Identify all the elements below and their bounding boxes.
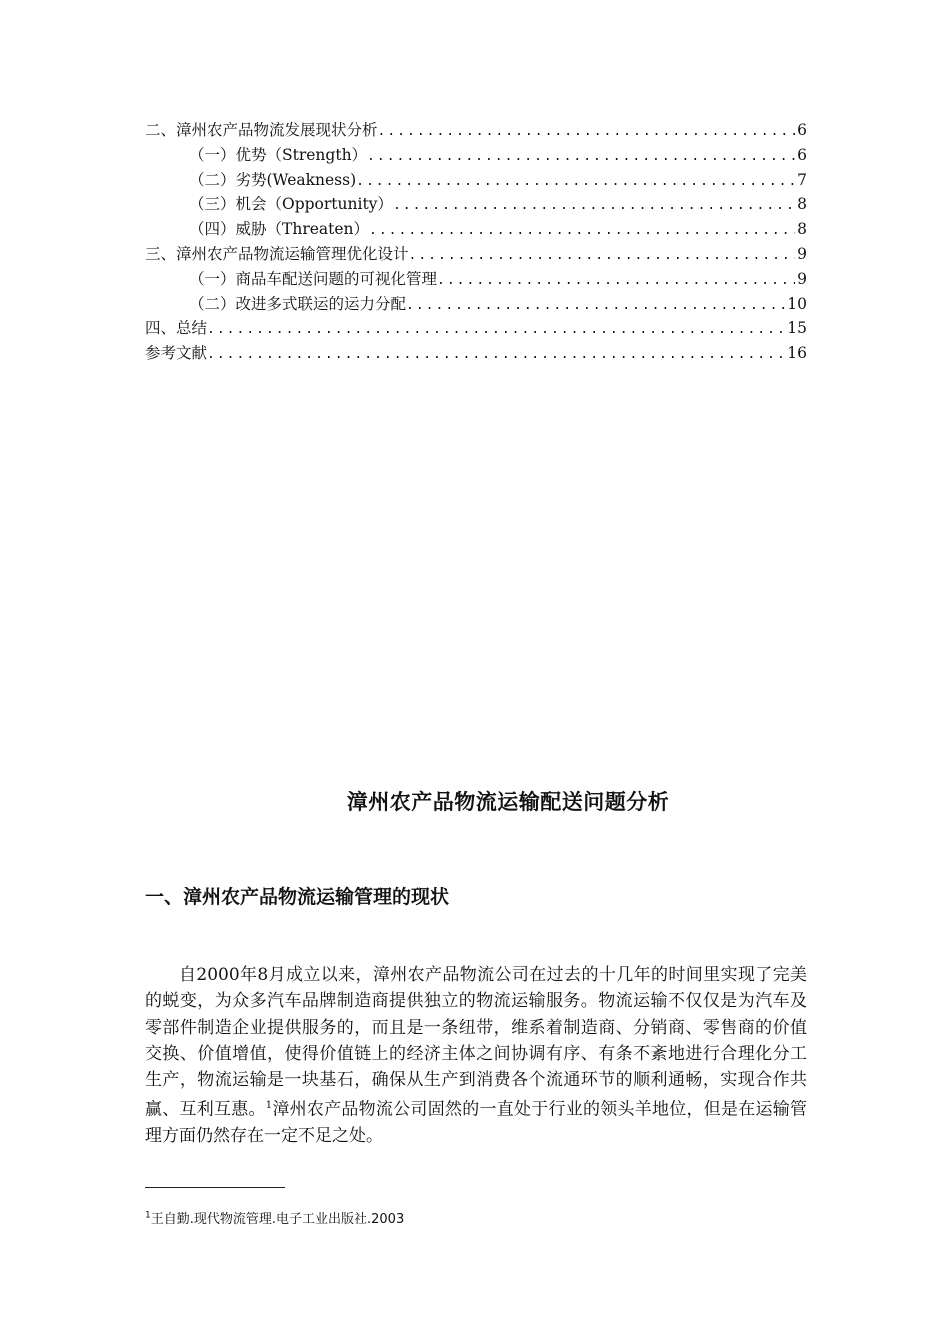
toc-entry-title: （三）机会（Opportunity） bbox=[189, 195, 393, 214]
toc-dot-leader bbox=[393, 198, 795, 213]
footnote-separator bbox=[145, 1187, 285, 1188]
paragraph-text-part-2: 漳州农产品物流公司固然的一直处于行业的领头羊地位，但是在运输管理方面仍然存在一定不足之处。 bbox=[145, 1100, 808, 1147]
body-paragraph bbox=[145, 962, 807, 1150]
toc-dot-leader bbox=[378, 124, 796, 139]
toc-entry-title: 三、漳州农产品物流运输管理优化设计 bbox=[145, 244, 409, 263]
footnote-reference[interactable]: 1 bbox=[265, 1100, 273, 1112]
toc-page-number: 15 bbox=[787, 319, 807, 338]
footnote bbox=[145, 1208, 404, 1227]
toc-entry[interactable] bbox=[145, 316, 807, 341]
toc-page-number: 9 bbox=[797, 244, 807, 263]
section-heading: 一、漳州农产品物流运输管理的现状 bbox=[145, 886, 450, 908]
toc-dot-leader bbox=[409, 248, 796, 263]
toc-page-number: 16 bbox=[787, 344, 807, 363]
toc-entry-title: （一）商品车配送问题的可视化管理 bbox=[189, 269, 438, 288]
toc-entry-title: （四）威胁（Threaten） bbox=[189, 220, 370, 239]
toc-entry-title: （二）改进多式联运的运力分配 bbox=[189, 294, 407, 313]
toc-page-number: 8 bbox=[797, 195, 807, 214]
document-title: 漳州农产品物流运输配送问题分析 bbox=[346, 790, 670, 814]
toc-dot-leader bbox=[207, 347, 785, 362]
paragraph-text-part-1: 自2000年8月成立以来，漳州农产品物流公司在过去的十几年的时间里实现了完美的蜕变，为众多汽车品牌制造商提供独立的物流运输服务。物流运输不仅仅是为汽车及零部件制造企业提供服务的，而且是一条纽带，维系着制造商、分销商、零售商的价值交换、价值增值，使得价值链上的经济主体之间协调有序、有条不紊地进行合理化分工生产，物流运输是一块基石，确保从生产到消费各个流通环节的顺利通畅，实现合作共赢、互利互惠。 bbox=[145, 965, 807, 1121]
toc-dot-leader bbox=[356, 174, 795, 189]
toc-entry[interactable] bbox=[145, 341, 807, 366]
toc-entry[interactable] bbox=[145, 292, 807, 317]
toc-entry-title: 四、总结 bbox=[145, 319, 208, 338]
toc-dot-leader bbox=[406, 298, 785, 313]
toc-page-number: 8 bbox=[797, 220, 807, 239]
toc-entry-title: 二、漳州农产品物流发展现状分析 bbox=[145, 121, 378, 139]
toc-entry[interactable] bbox=[145, 242, 807, 267]
toc-page-number: 6 bbox=[797, 121, 807, 139]
footnote-text: 王自勤.现代物流管理.电子工业出版社.2003 bbox=[150, 1212, 405, 1227]
toc-entry[interactable] bbox=[145, 267, 807, 292]
toc-page-number: 9 bbox=[797, 269, 807, 288]
toc-page-number: 6 bbox=[797, 145, 807, 164]
toc-entry[interactable] bbox=[145, 118, 807, 143]
toc-dot-leader bbox=[207, 322, 785, 337]
table-of-contents bbox=[145, 118, 807, 366]
toc-entry[interactable] bbox=[145, 168, 807, 193]
toc-entry-title: 参考文献 bbox=[145, 344, 208, 363]
toc-dot-leader bbox=[369, 223, 795, 238]
toc-entry-title: （二）劣势(Weakness) bbox=[189, 170, 357, 189]
toc-page-number: 10 bbox=[787, 294, 807, 313]
toc-entry[interactable] bbox=[145, 217, 807, 242]
toc-entry[interactable] bbox=[145, 192, 807, 217]
toc-dot-leader bbox=[437, 273, 795, 288]
footnote-mark: 1 bbox=[145, 1210, 151, 1221]
toc-dot-leader bbox=[367, 149, 795, 164]
toc-page-number: 7 bbox=[797, 170, 807, 189]
toc-entry[interactable] bbox=[145, 143, 807, 168]
toc-entry-title: （一）优势（Strength） bbox=[189, 145, 368, 164]
